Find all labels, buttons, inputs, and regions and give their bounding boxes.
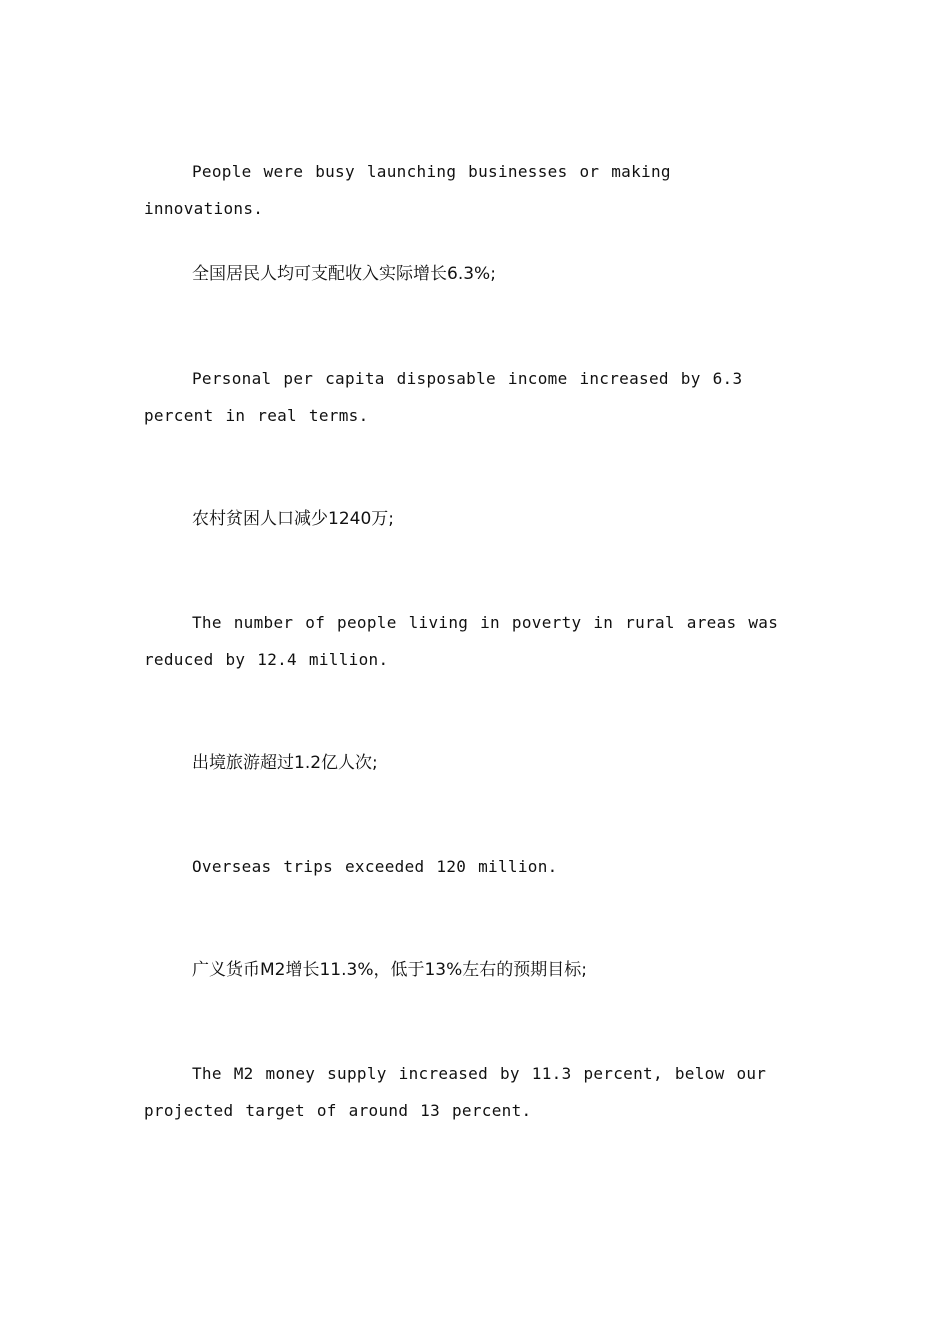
paragraph-en-m2-supply: The M2 money supply increased by 11.3 percent, below our projected target of around 13 percent. [144, 1064, 767, 1120]
paragraph-zh-poverty: 农村贫困人口减少1240万; [192, 509, 394, 529]
paragraph-zh-income: 全国居民人均可支配收入实际增长6.3%; [192, 264, 496, 284]
paragraph-en-overseas-trips: Overseas trips exceeded 120 million. [192, 857, 558, 876]
paragraph-en-businesses: People were busy launching businesses or making innovations. [144, 162, 671, 218]
paragraph-en-poverty: The number of people living in poverty in rural areas was reduced by 12.4 million. [144, 613, 779, 669]
paragraph-zh-m2-supply: 广义货币M2增长11.3%，低于13%左右的预期目标; [192, 960, 588, 980]
paragraph-zh-overseas-trips: 出境旅游超过1.2亿人次; [192, 753, 378, 773]
paragraph-en-income: Personal per capita disposable income increased by 6.3 percent in real terms. [144, 369, 743, 425]
